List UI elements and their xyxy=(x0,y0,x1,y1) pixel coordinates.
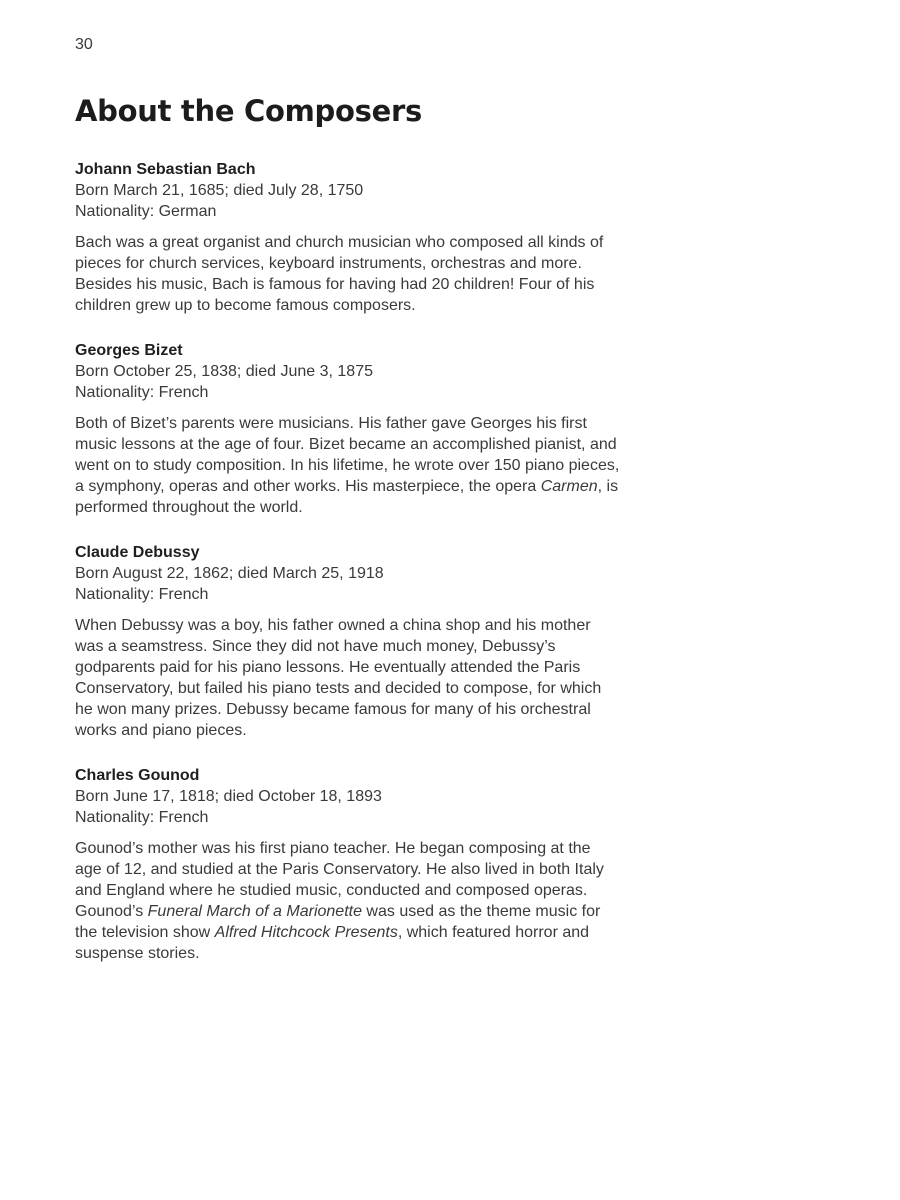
composer-entry-gounod xyxy=(75,765,620,964)
composer-list xyxy=(75,159,620,988)
bio-text: was used as the theme music for the television show xyxy=(75,903,601,941)
composer-dates: Born August 22, 1862; died March 25, 1918 xyxy=(75,565,384,582)
composer-nationality: Nationality: French xyxy=(75,384,209,401)
composer-entry-debussy xyxy=(75,542,620,741)
composer-nationality: Nationality: French xyxy=(75,586,209,603)
show-title: Alfred Hitchcock Presents xyxy=(214,924,398,941)
bio-text: , is performed throughout the world. xyxy=(75,478,619,516)
page-number: 30 xyxy=(75,36,93,53)
work-title: Funeral March of a Marionette xyxy=(147,903,362,920)
composer-nationality: Nationality: German xyxy=(75,203,217,220)
composer-bio: Bach was a great organist and church musician who composed all kinds of pieces for church services, keyboard instruments, orchestras and more. Besides his music, Bach is famous for having had 20 children! Four of his children grew up to become famous composers. xyxy=(75,234,604,314)
composer-dates: Born March 21, 1685; died July 28, 1750 xyxy=(75,182,364,199)
composer-name: Claude Debussy xyxy=(75,544,200,561)
bio-text: , which featured horror and suspense stories. xyxy=(75,924,590,962)
bio-text: Both of Bizet’s parents were musicians. His father gave Georges his first music lessons at the age of four. Bizet became an accomplished pianist, and went on to study composition. In his lifetime, he wrote over 150 piano pieces, a symphony, operas and other works. His masterpiece, the opera xyxy=(75,415,620,495)
composer-bio xyxy=(75,838,620,964)
composer-bio xyxy=(75,413,620,518)
composer-dates: Born June 17, 1818; died October 18, 1893 xyxy=(75,788,382,805)
composer-nationality: Nationality: French xyxy=(75,809,209,826)
composer-name: Georges Bizet xyxy=(75,342,183,359)
composer-name: Charles Gounod xyxy=(75,767,200,784)
composer-bio: When Debussy was a boy, his father owned a china shop and his mother was a seamstress. Since they did not have much money, Debussy’s godparents paid for his piano lessons. He eventually attended the Paris Conservatory, but failed his piano tests and decided to compose, for which he won many prizes. Debussy became famous for many of his orchestral works and piano pieces. xyxy=(75,617,602,739)
work-title: Carmen xyxy=(540,478,598,495)
composer-entry-bizet xyxy=(75,340,620,518)
composer-name: Johann Sebastian Bach xyxy=(75,161,256,178)
page-title: About the Composers xyxy=(75,94,422,128)
composer-dates: Born October 25, 1838; died June 3, 1875 xyxy=(75,363,373,380)
bio-text: Gounod’s mother was his first piano teacher. He began composing at the age of 12, and studied at the Paris Conservatory. He also lived in both Italy and England where he studied music, conducted and composed operas. Gounod’s xyxy=(75,840,604,920)
composer-entry-bach xyxy=(75,159,620,316)
